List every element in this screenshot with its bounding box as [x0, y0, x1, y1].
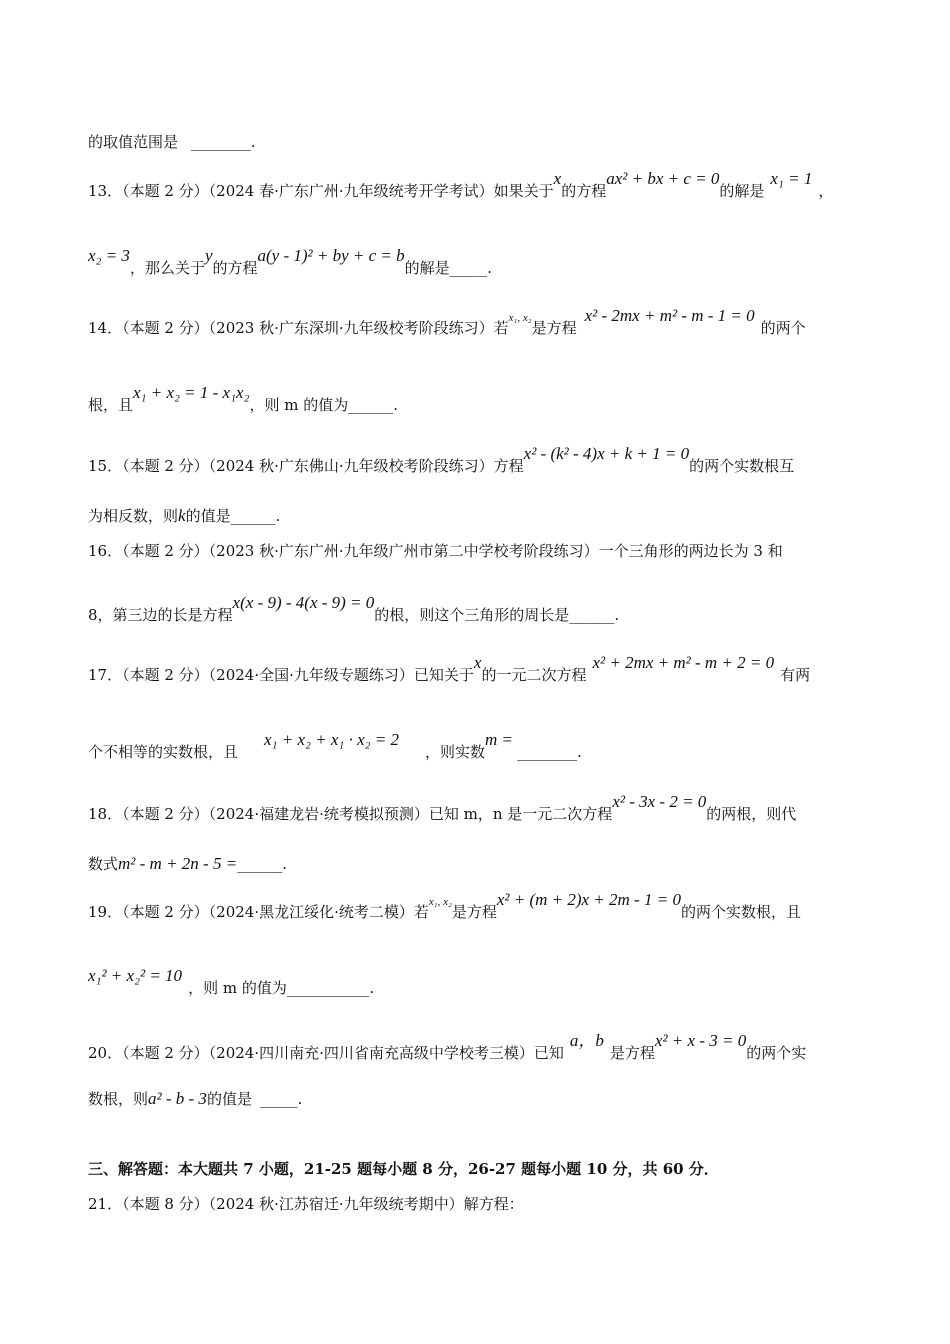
q18-blank: ______.: [237, 855, 287, 873]
q14-vars: x₁, x₂: [508, 312, 532, 324]
q13-solution-1: x₁ = 1: [770, 169, 813, 188]
q13-var-y: y: [204, 246, 213, 265]
q20-blank: _____.: [259, 1090, 303, 1108]
q13-equation-2: a(y - 1)² + by + c = b: [257, 246, 405, 265]
section-3-title: 三、解答题：本大题共 7 小题，21-25 题每小题 8 分，26-27 题每小题 10 分，共 60 分．: [88, 1160, 719, 1178]
q19-line1: 19．（本题 2 分）（2024·黑龙江绥化·统考二模）若$^{x_1, x_2}$是方程x² + (m + 2)x + 2m - 1 = 0的两个实数根，且: [88, 890, 801, 921]
q16-blank: ______.: [569, 606, 620, 624]
q15-line2: 为相反数，则k的值是______.: [88, 506, 281, 525]
q16-line1: 16．（本题 2 分）（2023 秋·广东广州·九年级广州市第二中学校考阶段练习）一个三角形的两边长为 3 和: [88, 542, 783, 560]
q14-line2: 根，且x₁ + x₂ = 1 - x₁x₂，则 m 的值为______.: [88, 383, 398, 414]
q19-blank: ___________.: [286, 979, 375, 997]
q17-condition: x₁ + x₂ + x₁ · x₂ = 2: [264, 730, 400, 749]
q15-var-k: k: [178, 506, 186, 525]
q12-tail: 的取值范围是 ________.: [88, 133, 256, 151]
q18-expression: m² - m + 2n - 5 =: [118, 854, 238, 873]
q13-var-x: x: [553, 169, 562, 188]
q19-condition: x₁² + x₂² = 10: [88, 966, 183, 985]
q20-line2: 数根，则a² - b - 3的值是 _____.: [88, 1089, 303, 1108]
q13-blank: _____.: [449, 259, 492, 277]
q15-blank: ______.: [230, 507, 281, 525]
q13-solution-2: x₂ = 3: [88, 246, 130, 265]
q17-var-m: m =: [485, 730, 514, 749]
q12-blank: ________.: [190, 133, 256, 151]
q19-equation: x² + (m + 2)x + 2m - 1 = 0: [496, 890, 681, 909]
q20-line1: 20．（本题 2 分）（2024·四川南充·四川省南充高级中学校考三模）已知a，b是方程x² + x - 3 = 0的两个实: [88, 1031, 807, 1062]
q14-equation: x² - 2mx + m² - m - 1 = 0: [584, 306, 755, 325]
q15-line1: 15．（本题 2 分）（2024 秋·广东佛山·九年级校考阶段练习）方程x² - (k² - 4)x + k + 1 = 0的两个实数根互: [88, 444, 795, 475]
q18-equation: x² - 3x - 2 = 0: [612, 792, 707, 811]
q14-line1: 14．（本题 2 分）（2023 秋·广东深圳·九年级校考阶段练习）若$^{x_1, x_2}$是方程x² - 2mx + m² - m - 1 = 0的两个: [88, 306, 806, 337]
q20-expression: a² - b - 3: [148, 1089, 207, 1108]
q17-var-x: x: [473, 653, 482, 672]
q13-line2: x₂ = 3，那么关于y的方程a(y - 1)² + by + c = b的解是_____.: [88, 246, 492, 277]
q14-blank: ______.: [348, 396, 398, 414]
q13-equation: ax² + bx + c = 0: [606, 169, 720, 188]
q14-condition: x₁ + x₂ = 1 - x₁x₂: [133, 383, 250, 402]
q15-equation: x² - (k² - 4)x + k + 1 = 0: [523, 444, 690, 463]
q20-equation: x² + x - 3 = 0: [654, 1031, 747, 1050]
q19-line2: x₁² + x₂² = 10，则 m 的值为___________.: [88, 966, 375, 997]
q20-vars: a，b: [569, 1031, 604, 1050]
q17-line2: 个不相等的实数根，且x₁ + x₂ + x₁ · x₂ = 2，则实数m =________.: [88, 730, 582, 761]
q17-blank: ________.: [517, 743, 582, 761]
q16-equation: x(x - 9) - 4(x - 9) = 0: [232, 593, 375, 612]
q18-line1: 18．（本题 2 分）（2024·福建龙岩·统考模拟预测）已知 m，n 是一元二次方程x² - 3x - 2 = 0的两根，则代: [88, 792, 797, 823]
q17-line1: 17．（本题 2 分）（2024·全国·九年级专题练习）已知关于x的一元二次方程x² + 2mx + m² - m + 2 = 0有两: [88, 653, 811, 684]
q21-line: 21．（本题 8 分）（2024 秋·江苏宿迁·九年级统考期中）解方程：: [88, 1195, 524, 1213]
q16-line2: 8，第三边的长是方程x(x - 9) - 4(x - 9) = 0的根，则这个三角形的周长是______.: [88, 593, 620, 624]
q18-line2: 数式m² - m + 2n - 5 =______.: [88, 854, 287, 873]
q19-vars: x₁, x₂: [428, 896, 452, 908]
q13-line1: 13．（本题 2 分）（2024 春·广东广州·九年级统考开学考试）如果关于x的方程ax² + bx + c = 0的解是x₁ = 1，: [88, 169, 834, 200]
q17-equation: x² + 2mx + m² - m + 2 = 0: [592, 653, 775, 672]
